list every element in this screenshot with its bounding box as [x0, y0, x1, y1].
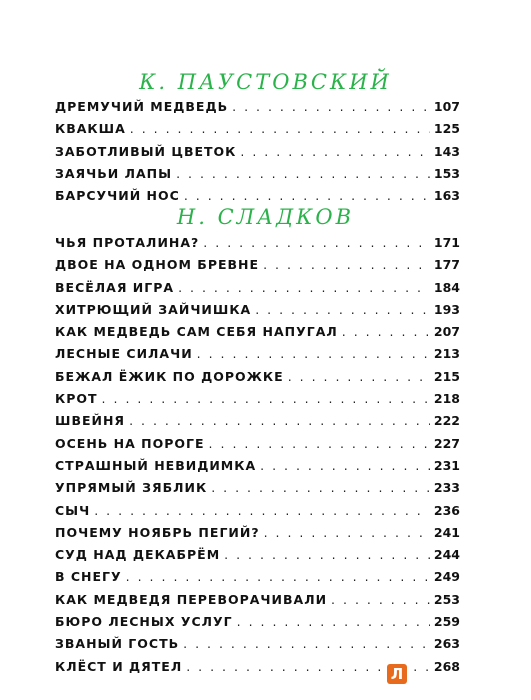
toc-leader-dots [209, 436, 430, 451]
toc-entry-title: СУД НАД ДЕКАБРЁМ [55, 547, 221, 563]
toc-entry [55, 391, 460, 413]
toc-entry [55, 280, 460, 302]
toc-entry [55, 99, 460, 121]
toc-entry-page: 268 [433, 658, 460, 674]
toc-leader-dots [342, 324, 430, 339]
toc-entry-page: 125 [433, 121, 460, 137]
toc-entry [55, 369, 460, 391]
toc-entry-title: ПОЧЕМУ НОЯБРЬ ПЕГИЙ? [55, 524, 260, 540]
toc-leader-dots [129, 413, 430, 428]
toc-entry-title: БАРСУЧИЙ НОС [55, 188, 180, 204]
toc-entry-title: КАК МЕДВЕДЯ ПЕРЕВОРАЧИВАЛИ [55, 591, 328, 607]
toc-leader-dots [331, 592, 430, 607]
toc-entry [55, 346, 460, 368]
toc-entry-title: ХИТРЮЩИЙ ЗАЙЧИШКА [55, 301, 252, 317]
toc-entry [55, 413, 460, 435]
toc-leader-dots [126, 569, 430, 584]
toc-entry-title: ЛЕСНЫЕ СИЛАЧИ [55, 346, 193, 362]
section-title-paustovsky: К. ПАУСТОВСКИЙ [139, 70, 392, 94]
toc-entry [55, 503, 460, 525]
toc-entry-page: 222 [433, 413, 460, 429]
toc-entry-page: 153 [433, 165, 460, 181]
toc-entry-page: 244 [433, 547, 460, 563]
toc-entry-page: 233 [433, 480, 460, 496]
toc-entry [55, 525, 460, 547]
toc-entry-title: ДВОЕ НА ОДНОМ БРЕВНЕ [55, 257, 260, 273]
toc-entry [55, 614, 460, 636]
toc-entry [55, 569, 460, 591]
toc-entry-page: 143 [433, 143, 460, 159]
toc-entry-title: ОСЕНЬ НА ПОРОГЕ [55, 435, 205, 451]
toc-entry-title: БЕЖАЛ ЁЖИК ПО ДОРОЖКЕ [55, 368, 284, 384]
toc-entry-title: БЮРО ЛЕСНЫХ УСЛУГ [55, 614, 233, 630]
toc-entry-title: ЧЬЯ ПРОТАЛИНА? [55, 235, 200, 250]
toc-entry-title: КАК МЕДВЕДЬ САМ СЕБЯ НАПУГАЛ [55, 324, 338, 340]
toc-entry-title: ШВЕЙНЯ [55, 413, 126, 429]
toc-entry-title: УПРЯМЫЙ ЗЯБЛИК [55, 480, 208, 496]
toc-entry-title: ЗАЯЧЬИ ЛАПЫ [55, 165, 173, 181]
toc-entry [55, 458, 460, 480]
toc-entry [55, 592, 460, 614]
toc-entry-page: 107 [433, 99, 460, 114]
toc-entry-page: 171 [433, 235, 460, 250]
toc-entry [55, 166, 460, 188]
toc-leader-dots [288, 369, 430, 384]
toc-entry [55, 480, 460, 502]
toc-entry [55, 144, 460, 166]
toc-entry-title: СТРАШНЫЙ НЕВИДИМКА [55, 457, 257, 473]
toc-entry-title: ДРЕМУЧИЙ МЕДВЕДЬ [55, 99, 229, 114]
toc-list-paustovsky [55, 99, 460, 210]
toc-leader-dots [255, 302, 430, 317]
toc-entry-page: 215 [433, 368, 460, 384]
toc-entry [55, 636, 460, 658]
toc-entry [55, 235, 460, 257]
toc-leader-dots [130, 121, 430, 136]
publisher-logo-icon: Л [387, 664, 407, 684]
toc-entry-title: ЗВАНЫЙ ГОСТЬ [55, 636, 180, 652]
toc-leader-dots [203, 235, 430, 250]
toc-entry [55, 302, 460, 324]
toc-leader-dots [240, 144, 430, 159]
toc-entry [55, 436, 460, 458]
toc-list-sladkov [55, 235, 460, 681]
toc-entry-title: В СНЕГУ [55, 569, 122, 585]
toc-entry-title: СЫЧ [55, 502, 91, 518]
toc-leader-dots [176, 166, 430, 181]
toc-leader-dots [183, 636, 430, 651]
toc-entry-title: КРОТ [55, 391, 98, 407]
toc-leader-dots [102, 391, 430, 406]
toc-entry [55, 257, 460, 279]
toc-entry-page: 249 [433, 569, 460, 585]
toc-entry-title: КВАКША [55, 121, 126, 137]
toc-leader-dots [232, 99, 430, 114]
toc-entry-page: 259 [433, 614, 460, 630]
toc-entry [55, 121, 460, 143]
toc-entry-page: 177 [433, 257, 460, 273]
toc-leader-dots [178, 280, 430, 295]
toc-entry [55, 547, 460, 569]
toc-entry-page: 218 [433, 391, 460, 407]
toc-entry-page: 163 [433, 188, 460, 204]
toc-entry-title: ВЕСЁЛАЯ ИГРА [55, 279, 175, 295]
toc-leader-dots [184, 188, 430, 203]
toc-entry-page: 193 [433, 301, 460, 317]
toc-entry-page: 236 [433, 502, 460, 518]
toc-entry-page: 207 [433, 324, 460, 340]
toc-entry-title: КЛЁСТ И ДЯТЕЛ [55, 658, 183, 674]
toc-entry-page: 231 [433, 457, 460, 473]
toc-entry [55, 324, 460, 346]
toc-leader-dots [263, 257, 430, 272]
toc-leader-dots [94, 503, 430, 518]
toc-leader-dots [197, 346, 430, 361]
toc-leader-dots [224, 547, 430, 562]
toc-entry-page: 263 [433, 636, 460, 652]
toc-leader-dots [211, 480, 430, 495]
toc-entry-title: ЗАБОТЛИВЫЙ ЦВЕТОК [55, 143, 237, 159]
section-title-sladkov: Н. СЛАДКОВ [176, 205, 355, 229]
toc-leader-dots [237, 614, 430, 629]
toc-entry-page: 227 [433, 435, 460, 451]
toc-leader-dots [264, 525, 430, 540]
toc-entry-page: 253 [433, 591, 460, 607]
toc-entry-page: 241 [433, 524, 460, 540]
toc-leader-dots [260, 458, 430, 473]
toc-entry-page: 184 [433, 279, 460, 295]
toc-entry-page: 213 [433, 346, 460, 362]
